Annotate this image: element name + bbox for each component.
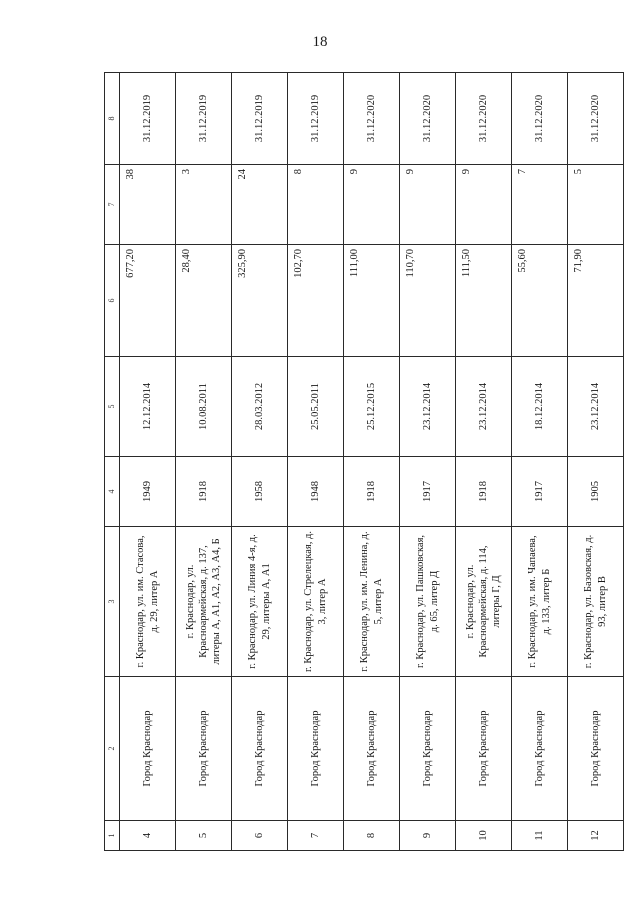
resident-count-cell: 9 [456, 165, 512, 245]
year-cell: 1917 [400, 457, 456, 527]
table-row [568, 73, 624, 851]
recognition-date-cell: 23.12.2014 [568, 357, 624, 457]
recognition-date-cell: 25.05.2011 [288, 357, 344, 457]
region-cell: Город Краснодар [288, 677, 344, 821]
address-cell: г. Краснодар, ул. Красноармейская, д. 114, литеры Г, Д [456, 527, 512, 677]
resident-count-cell: 9 [344, 165, 400, 245]
column-number: 5 [105, 357, 120, 457]
row-number: 10 [456, 821, 512, 851]
table-row [288, 73, 344, 851]
column-number: 1 [105, 821, 120, 851]
address-cell: г. Краснодар, ул. им. Чапаева, д. 133, литер Б [512, 527, 568, 677]
deadline-cell: 31.12.2020 [568, 73, 624, 165]
resident-count-cell: 8 [288, 165, 344, 245]
row-number: 5 [176, 821, 232, 851]
resident-count-cell: 5 [568, 165, 624, 245]
area-cell: 325,90 [232, 245, 288, 357]
row-number: 7 [288, 821, 344, 851]
area-cell: 110,70 [400, 245, 456, 357]
region-cell: Город Краснодар [568, 677, 624, 821]
resident-count-cell: 38 [120, 165, 176, 245]
area-cell: 111,50 [456, 245, 512, 357]
address-cell: г. Краснодар, ул. Базовская, д. 93, литер В [568, 527, 624, 677]
column-number: 7 [105, 165, 120, 245]
region-cell: Город Краснодар [400, 677, 456, 821]
row-number: 4 [120, 821, 176, 851]
deadline-cell: 31.12.2020 [512, 73, 568, 165]
address-cell: г. Краснодар, ул. им. Ленина, д. 5, литер А [344, 527, 400, 677]
resident-count-cell: 7 [512, 165, 568, 245]
resident-count-cell: 24 [232, 165, 288, 245]
resident-count-cell: 3 [176, 165, 232, 245]
column-number: 4 [105, 457, 120, 527]
deadline-cell: 31.12.2019 [120, 73, 176, 165]
area-cell: 102,70 [288, 245, 344, 357]
year-cell: 1948 [288, 457, 344, 527]
region-cell: Город Краснодар [232, 677, 288, 821]
area-cell: 28,40 [176, 245, 232, 357]
deadline-cell: 31.12.2019 [232, 73, 288, 165]
column-number: 6 [105, 245, 120, 357]
region-cell: Город Краснодар [176, 677, 232, 821]
deadline-cell: 31.12.2020 [400, 73, 456, 165]
table-row [176, 73, 232, 851]
address-cell: г. Краснодар, ул. Красноармейская, д. 137, литеры А, А1, А2, А3, А4, Б [176, 527, 232, 677]
column-number: 8 [105, 73, 120, 165]
address-cell: г. Краснодар, ул. им. Стасова, д. 29, литер А [120, 527, 176, 677]
year-cell: 1917 [512, 457, 568, 527]
rotated-table-container [104, 73, 608, 851]
recognition-date-cell: 10.08.2011 [176, 357, 232, 457]
year-cell: 1958 [232, 457, 288, 527]
deadline-cell: 31.12.2019 [176, 73, 232, 165]
row-number: 9 [400, 821, 456, 851]
address-cell: г. Краснодар, ул. Стрелецкая, д. 3, литер А [288, 527, 344, 677]
region-cell: Город Краснодар [120, 677, 176, 821]
year-cell: 1918 [344, 457, 400, 527]
table-row [232, 73, 288, 851]
year-cell: 1905 [568, 457, 624, 527]
region-cell: Город Краснодар [512, 677, 568, 821]
recognition-date-cell: 23.12.2014 [456, 357, 512, 457]
row-number: 6 [232, 821, 288, 851]
area-cell: 71,90 [568, 245, 624, 357]
column-number: 2 [105, 677, 120, 821]
housing-table [104, 72, 624, 851]
year-cell: 1918 [456, 457, 512, 527]
row-number: 11 [512, 821, 568, 851]
column-number: 3 [105, 527, 120, 677]
region-cell: Город Краснодар [344, 677, 400, 821]
table-row [120, 73, 176, 851]
page-number: 18 [312, 34, 328, 50]
recognition-date-cell: 25.12.2015 [344, 357, 400, 457]
deadline-cell: 31.12.2020 [344, 73, 400, 165]
address-cell: г. Краснодар, ул. Линия 4-я, д. 29, литеры А, А1 [232, 527, 288, 677]
row-number: 8 [344, 821, 400, 851]
recognition-date-cell: 23.12.2014 [400, 357, 456, 457]
recognition-date-cell: 18.12.2014 [512, 357, 568, 457]
recognition-date-cell: 28.03.2012 [232, 357, 288, 457]
table-row [456, 73, 512, 851]
column-number-row [105, 73, 120, 851]
area-cell: 677,20 [120, 245, 176, 357]
table-frame [104, 73, 608, 851]
year-cell: 1918 [176, 457, 232, 527]
table-row [512, 73, 568, 851]
region-cell: Город Краснодар [456, 677, 512, 821]
address-cell: г. Краснодар, ул. Пашковская, д. 65, литер Д [400, 527, 456, 677]
year-cell: 1949 [120, 457, 176, 527]
resident-count-cell: 9 [400, 165, 456, 245]
row-number: 12 [568, 821, 624, 851]
table-row [400, 73, 456, 851]
recognition-date-cell: 12.12.2014 [120, 357, 176, 457]
table-row [344, 73, 400, 851]
deadline-cell: 31.12.2020 [456, 73, 512, 165]
area-cell: 111,00 [344, 245, 400, 357]
deadline-cell: 31.12.2019 [288, 73, 344, 165]
area-cell: 55,60 [512, 245, 568, 357]
